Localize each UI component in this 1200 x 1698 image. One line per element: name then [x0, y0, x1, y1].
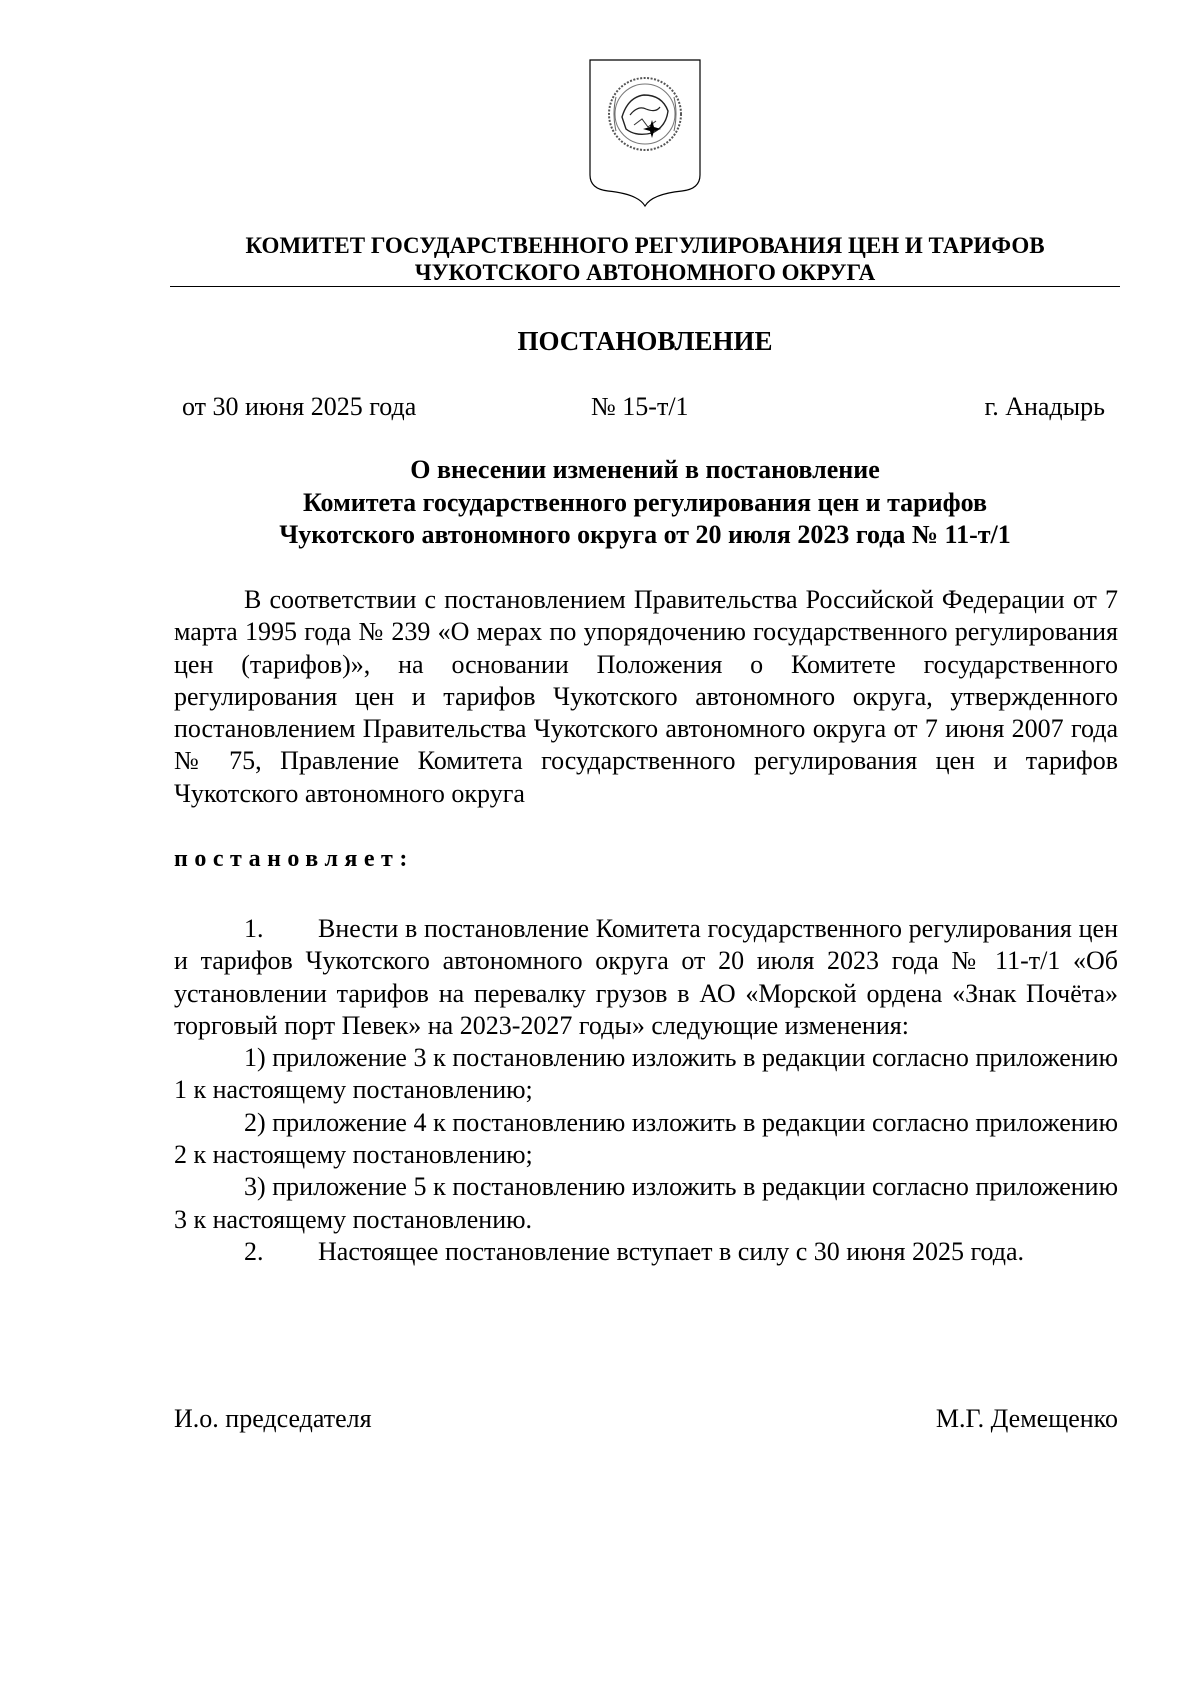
title-line2: Комитета государственного регулирования цен и тарифов	[303, 487, 987, 517]
intro-paragraph: В соответствии с постановлением Правительства Российской Федерации от 7 марта 1995 года № 239 «О мерах по упорядочению государственного регулирования цен (тарифов)», на основании Положения о Комитете государственного регулирования цен и тарифов Чукотского автономного округа, утвержденного постановлением Правительства Чукотского автономного округа от 7 июня 2007 года № 75, Правление Комитета государственного регулирования цен и тарифов Чукотского автономного округа	[174, 585, 1118, 808]
item-1-text: Внести в постановление Комитета государственного регулирования цен и тарифов Чукотского автономного округа от 20 июля 2023 года № 11-т/1 «Об установлении тарифов на перевалку грузов в АО «Морской ордена «Знак Почёта» торговый порт Певек» на 2023-2027 годы» следующие изменения:	[174, 914, 1118, 1040]
subitem-2: 2) приложение 4 к постановлению изложить в редакции согласно приложению 2 к настоящему постановлению;	[174, 1107, 1118, 1170]
organization-name-line2: ЧУКОТСКОГО АВТОНОМНОГО ОКРУГА	[414, 260, 876, 285]
title-line1: О внесении изменений в постановление	[410, 455, 880, 484]
coat-of-arms-icon	[586, 57, 704, 209]
decree-word: постановляет:	[174, 846, 414, 872]
item-2-number: 2.	[244, 1236, 264, 1266]
signatory-position: И.о. председателя	[174, 1404, 372, 1433]
document-title	[170, 454, 1120, 552]
organization-name-line1: КОМИТЕТ ГОСУДАРСТВЕННОГО РЕГУЛИРОВАНИЯ ЦЕН И ТАРИФОВ	[245, 233, 1045, 258]
subitem-3: 3) приложение 5 к постановлению изложить в редакции согласно приложению 3 к настоящему постановлению.	[174, 1172, 1118, 1234]
document-type: ПОСТАНОВЛЕНИЕ	[517, 326, 773, 356]
decree-items	[174, 913, 1118, 1268]
document-city: г. Анадырь	[984, 392, 1105, 421]
item-1	[174, 913, 1118, 1042]
signatory-name: М.Г. Демещенко	[935, 1404, 1118, 1433]
header-divider	[170, 286, 1120, 287]
subitem-1: 1) приложение 3 к постановлению изложить в редакции согласно приложению 1 к настоящему постановлению;	[174, 1043, 1118, 1105]
item-2	[174, 1236, 1118, 1268]
item-2-text: Настоящее постановление вступает в силу с 30 июня 2025 года.	[318, 1236, 1025, 1266]
item-1-number: 1.	[244, 914, 264, 943]
title-line3: Чукотского автономного округа от 20 июля 2023 года № 11-т/1	[279, 520, 1011, 549]
document-number: № 15-т/1	[591, 392, 689, 421]
document-date: от 30 июня 2025 года	[182, 392, 417, 421]
